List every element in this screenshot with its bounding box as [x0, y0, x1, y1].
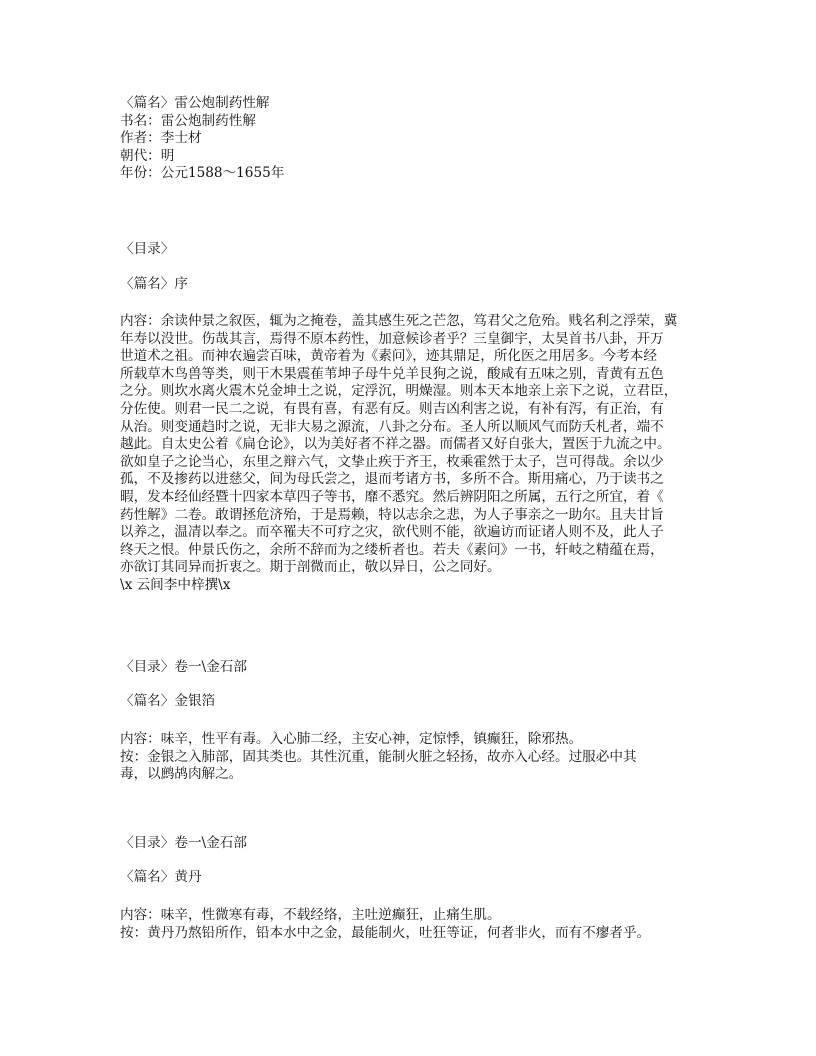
content-line: 亦欲订其同异而折衷之。期于剖微而止，敬以异日，公之同好。: [120, 559, 501, 576]
content-line: 从治。则变通趋时之说，无非大易之源流，八卦之分布。圣人所以顺风气而防夭札者，端不: [120, 418, 664, 435]
content-line: 世道术之祖。而神农遍尝百味，黄帝着为《素问》，迹其鼎足，所化医之用居多。今考本经: [120, 348, 657, 365]
content-line: 孤，不及掺药以进慈父，间为母氏尝之，退而考诸方书，多所不合。斯用痛心，乃于读书之: [120, 471, 664, 488]
content-line: 按：黄丹乃熬铅所作，铅本水中之金，最能制火，吐狂等证，何者非火，而有不瘳者乎。: [120, 924, 651, 941]
content-line: 毒，以鹧鸪肉解之。: [120, 766, 243, 783]
section-toc: 〈目录〉: [120, 241, 175, 257]
content-line: 药性解》二卷。敢谓拯危济殆，于是焉赖，特以志余之悲，为人子事亲之一助尔。且夫甘旨: [120, 506, 664, 523]
section-title: 〈篇名〉金银箔: [120, 693, 216, 709]
content-line: 越此。自太史公着《扁仓论》，以为美好者不祥之器。而儒者又好自张大，置医于九流之中。: [120, 436, 671, 453]
header-line: 书名：雷公炮制药性解: [120, 112, 256, 129]
content-line: 终天之恨。仲景氏伤之，余所不辞而为之缕析者也。若夫《素问》一书，轩岐之精蕴在焉，: [120, 541, 664, 558]
document-header: [120, 95, 284, 183]
content-line: 之分。则坎水离火震木兑金坤土之说，定浮沉，明燥湿。则本天本地亲上亲下之说，立君臣，: [120, 383, 678, 400]
content-line: 欲如皇子之论当心，东里之辩六气，文挚止疾于齐王，枚乘霍然于太子，岂可得哉。余以少: [120, 453, 664, 470]
content-line: 内容：味辛，性平有毒。入心肺二经，主安心神，定惊悸，镇癫狂，除邪热。: [120, 731, 583, 747]
header-line: 〈篇名〉雷公炮制药性解: [120, 95, 270, 111]
content-line: 以养之，温凊以奉之。而卒罹夫不可疗之灾，欲代则不能，欲遍访而证诸人则不及，此人子: [120, 524, 664, 541]
section-content: [120, 731, 637, 784]
content-line: 所载草木鸟兽等类，则干木果震萑苇坤子母牛兑羊艮狗之说，酸咸有五味之别，青黄有五色: [120, 365, 664, 382]
content-line: 内容：味辛，性微寒有毒，不载经络，主吐逆癫狂，止痛生肌。: [120, 907, 501, 923]
content-line: 暇，发本经仙经暨十四家本草四子等书，靡不悉究。然后辨阴阳之所属，五行之所宜，着《: [120, 488, 664, 505]
section-content: [120, 907, 650, 942]
section-title: 〈篇名〉序: [120, 276, 188, 292]
section-toc: 〈目录〉卷一\金石部: [120, 659, 247, 675]
content-line: 内容：余读仲景之叙医，辄为之掩卷，盖其感生死之芒忽，笃君父之危殆。贱名利之浮荣，冀: [120, 313, 678, 329]
content-line: 按：金银之入肺部，固其类也。其性沉重，能制火脏之轻扬，故亦入心经。过服必中其: [120, 748, 637, 765]
section-content: [120, 313, 677, 595]
header-line: 作者：李士材: [120, 130, 202, 147]
content-line: 年寿以没世。伤哉其言，焉得不原本药性，加意候诊者乎？三皇御宇，太昊首书八卦，开万: [120, 330, 664, 347]
content-line: 分佐使。则君一民二之说，有畏有喜，有恶有反。则吉凶利害之说，有补有泻，有正治，有: [120, 400, 664, 417]
content-line: \x 云间李中梓撰\x: [120, 576, 231, 593]
section-toc: 〈目录〉卷一\金石部: [120, 835, 247, 851]
header-line: 年份：公元1588～1655年: [120, 165, 285, 182]
header-line: 朝代：明: [120, 147, 175, 164]
section-title: 〈篇名〉黄丹: [120, 869, 202, 885]
